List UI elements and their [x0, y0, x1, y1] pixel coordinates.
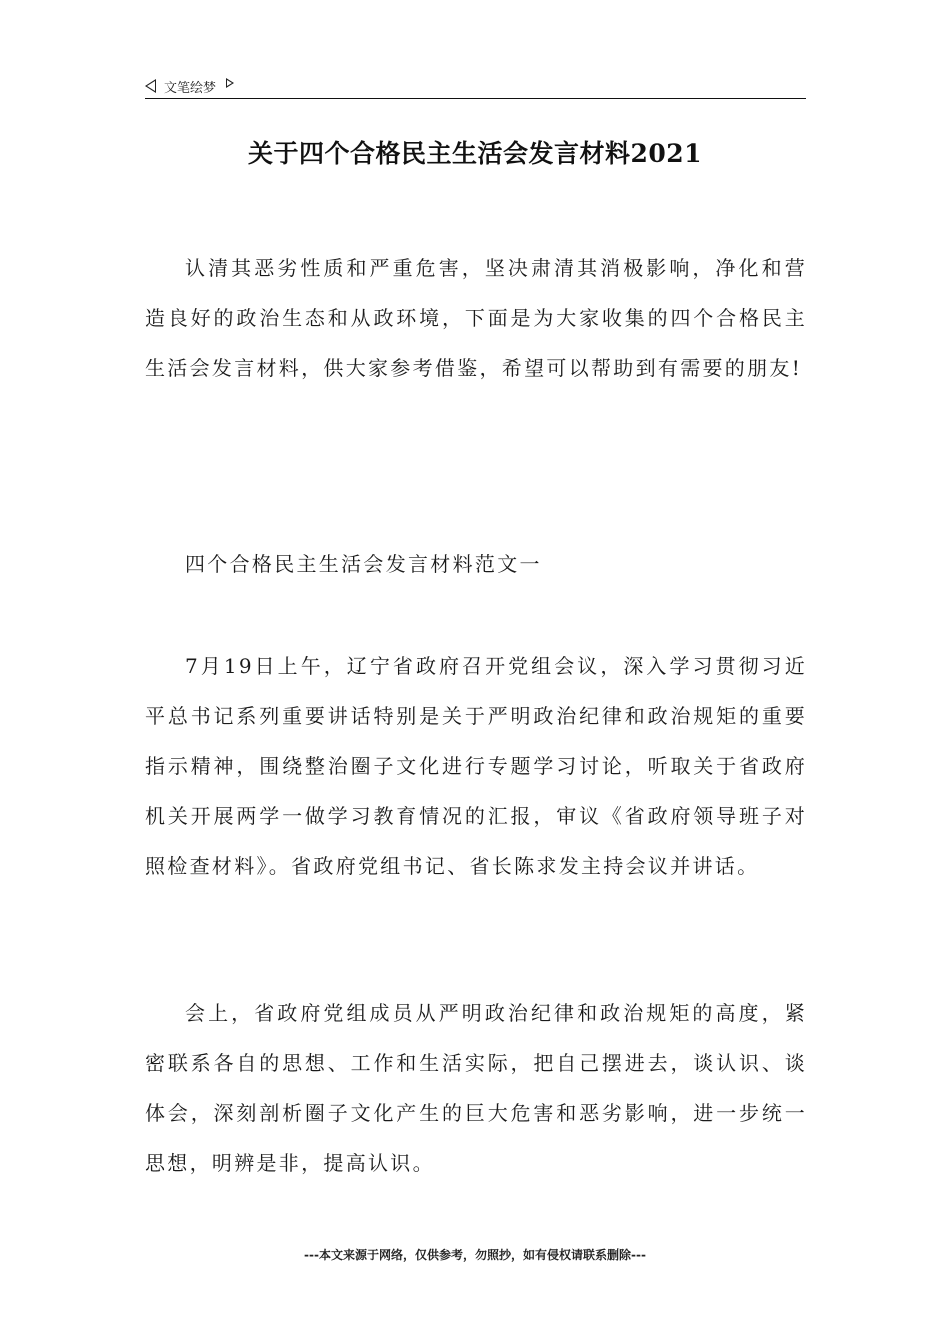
document-title: 关于四个合格民主生活会发言材料2021: [247, 139, 703, 168]
brand-label: 文笔绘梦: [164, 80, 217, 96]
body-paragraph: 会上，省政府党组成员从严明政治纪律和政治规矩的高度，紧密联系各自的思想、工作和生活实际，把自己摆进去，谈认识、谈体会，深刻剖析圈子文化产生的巨大危害和恶劣影响，进一步统一思想，明辨是非，提高认识。: [145, 1001, 807, 1175]
footer-notice: ---本文来源于网络，仅供参考，勿照抄，如有侵权请联系删除---: [304, 1248, 646, 1262]
body-paragraph: 7月19日上午，辽宁省政府召开党组会议，深入学习贯彻习近平总书记系列重要讲话特别是关于严明政治纪律和政治规矩的重要指示精神，围绕整治圈子文化进行专题学习讨论，听取关于省政府机关开展两学一做学习教育情况的汇报，审议《省政府领导班子对照检查材料》。省政府党组书记、省长陈求发主持会议并讲话。: [145, 654, 807, 878]
triangle-right-icon: [226, 78, 234, 88]
section-heading: 四个合格民主生活会发言材料范文一: [185, 552, 542, 576]
header-divider: [145, 98, 806, 99]
triangle-left-icon: [145, 79, 156, 93]
page-header: [145, 74, 805, 98]
intro-paragraph: 认清其恶劣性质和严重危害，坚决肃清其消极影响，净化和营造良好的政治生态和从政环境，下面是为大家收集的四个合格民主生活会发言材料，供大家参考借鉴，希望可以帮助到有需要的朋友!: [145, 256, 807, 380]
